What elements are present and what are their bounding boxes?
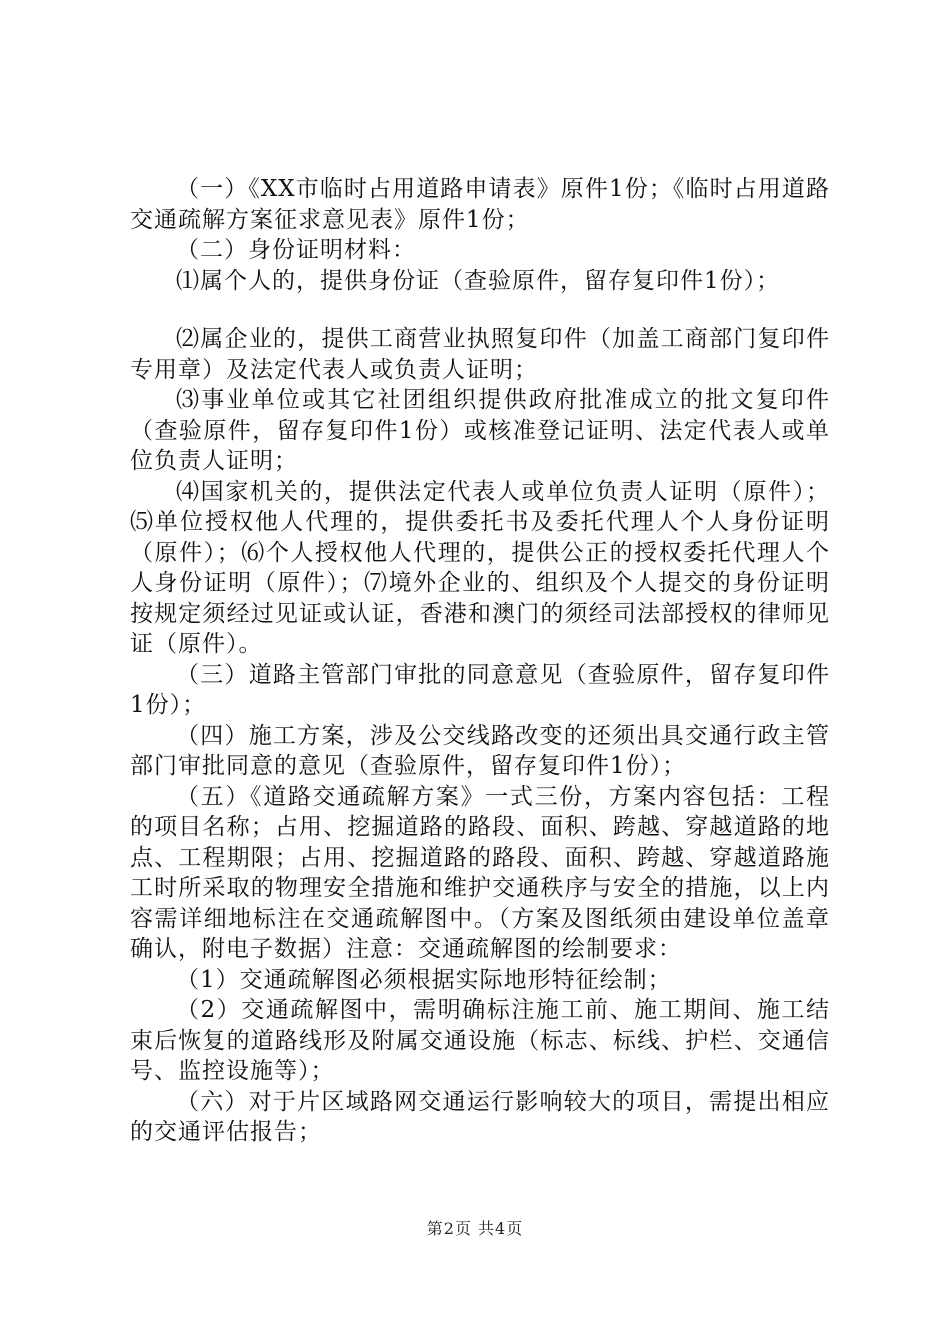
paragraph-item-6: ⑷国家机关的，提供法定代表人或单位负责人证明（原件）；⑸单位授权他人代理的，提供委托书及委托代理人个人身份证明（原件）；⑹个人授权他人代理的，提供公正的授权委托代理人个人身份证明（原件）；⑺境外企业的、组织及个人提交的身份证明按规定须经过见证或认证，香港和澳门的须经司法部授权的律师见证（原件）。 [130, 478, 830, 657]
paragraph-item-10: （1）交通疏解图必须根据实际地形特征绘制； [176, 966, 672, 993]
paragraph-item-5: ⑶事业单位或其它社团组织提供政府批准成立的批文复印件（查验原件，留存复印件1份）或核准登记证明、法定代表人或单位负责人证明； [130, 387, 830, 474]
paragraph-item-9: （五）《道路交通疏解方案》一式三份，方案内容包括：工程的项目名称；占用、挖掘道路的路段、面积、跨越、穿越道路的地点、工程期限；占用、挖掘道路的路段、面积、跨越、穿越道路施工时所采取的物理安全措施和维护交通秩序与安全的措施，以上内容需详细地标注在交通疏解图中。（方案及图纸须由建设单位盖章确认，附电子数据）注意：交通疏解图的绘制要求： [130, 783, 830, 962]
document-body [130, 174, 830, 1148]
page-number-footer: 第2页 共4页 [426, 1219, 524, 1238]
paragraph-item-2: （二）身份证明材料： [176, 237, 416, 263]
paragraph-item-4: ⑵属企业的，提供工商营业执照复印件（加盖工商部门复印件专用章）及法定代表人或负责人证明； [130, 326, 830, 383]
paragraph-item-3: ⑴属个人的，提供身份证（查验原件，留存复印件1份）； [176, 267, 781, 294]
paragraph-item-12: （六）对于片区域路网交通运行影响较大的项目，需提出相应的交通评估报告； [130, 1088, 830, 1145]
paragraph-item-11: （2）交通疏解图中，需明确标注施工前、施工期间、施工结束后恢复的道路线形及附属交通设施（标志、标线、护栏、交通信号、监控设施等）； [130, 997, 830, 1084]
paragraph-item-7: （三）道路主管部门审批的同意意见（查验原件，留存复印件1份）； [130, 661, 830, 718]
paragraph-item-1: （一）《XX市临时占用道路申请表》原件1份；《临时占用道路交通疏解方案征求意见表》原件1份； [130, 176, 830, 233]
paragraph-item-8: （四）施工方案，涉及公交线路改变的还须出具交通行政主管部门审批同意的意见（查验原件，留存复印件1份）； [130, 722, 830, 779]
